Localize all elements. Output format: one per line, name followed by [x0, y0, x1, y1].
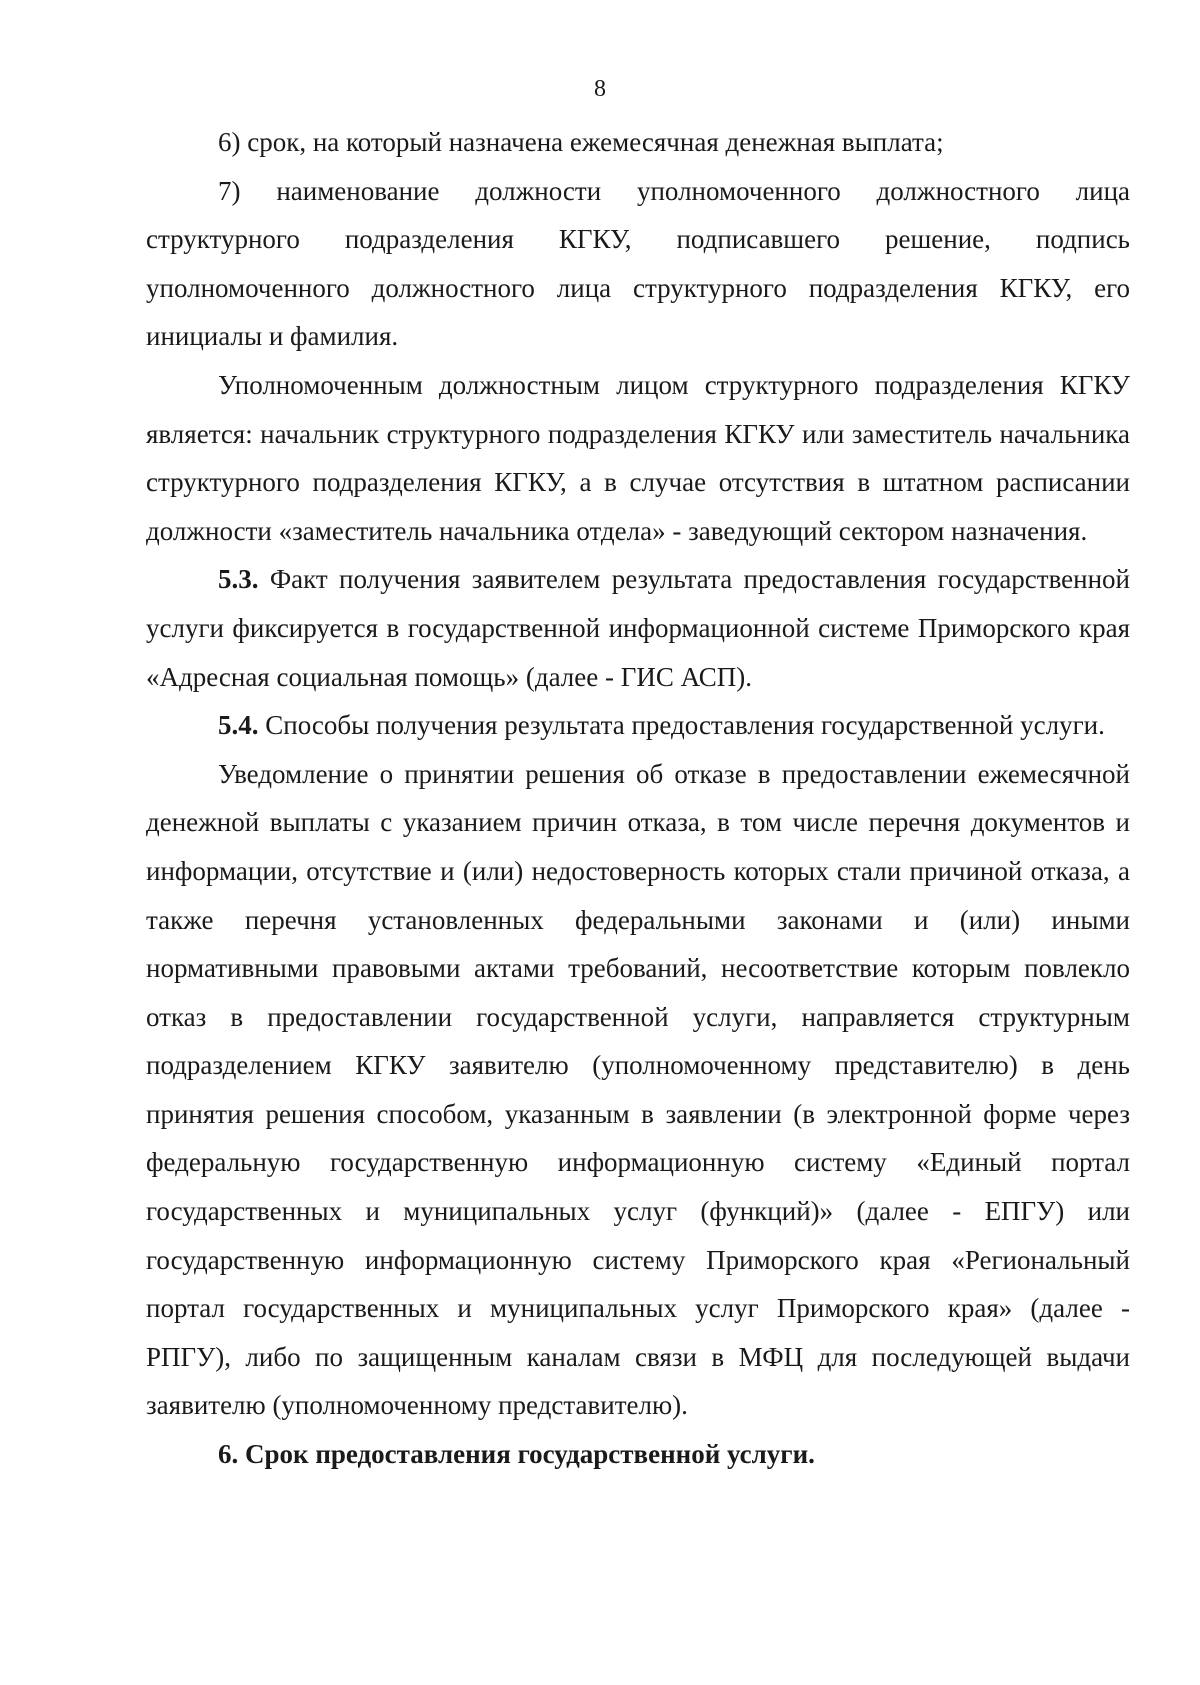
section-number: 5.3. [218, 564, 259, 595]
paragraph-authorized-official [146, 361, 1130, 555]
paragraph-text: Уведомление о принятии решения об отказе в предоставлении ежемесячной денежной выплаты с указанием причин отказа, в том числе перечня документов и информации, отсутствие и (или) недостоверность которых стали причиной отказа, а также перечня установленных федеральными законами и (или) иными нормативными правовыми актами требований, несоответствие которым повлекло отказ в предоставлении государственной услуги, направляется структурным подразделением КГКУ заявителю (уполномоченному представителю) в день принятия решения способом, указанным в заявлении (в электронной форме через федеральную государственную информационную систему «Единый портал государственных и муниципальных услуг (функций)» (далее - ЕПГУ) или государственную информационную систему Приморского края «Региональный портал государственных и муниципальных услуг Приморского края» (далее - РПГУ), либо по защищенным каналам связи в МФЦ для последующей выдачи заявителю (уполномоченному представителю). [146, 758, 1130, 1421]
paragraph-text: 7) наименование должности уполномоченного должностного лица структурного подразделения КГКУ, подписавшего решение, подпись уполномоченного должностного лица структурного подразделения КГКУ, его инициалы и фамилия. [146, 175, 1130, 352]
paragraph-text: 6) срок, на который назначена ежемесячная денежная выплата; [218, 127, 944, 157]
paragraph-notification [146, 750, 1130, 1430]
section-number: 5.4. [218, 710, 259, 741]
page-number: 8 [594, 76, 606, 102]
section-heading-6: 6. Срок предоставления государственной услуги. [218, 1439, 815, 1470]
paragraph-text: Уполномоченным должностным лицом структурного подразделения КГКУ является: начальник структурного подразделения КГКУ или заместитель начальника структурного подразделения КГКУ, а в случае отсутствия в штатном расписании должности «заместитель начальника отдела» - заведующий сектором назначения. [146, 369, 1130, 546]
paragraph-item-7 [146, 167, 1130, 361]
paragraph-5-3 [146, 555, 1130, 701]
document-body [146, 118, 1130, 1479]
paragraph-item-6 [146, 118, 1130, 167]
paragraph-text: Факт получения заявителем результата предоставления государственной услуги фиксируется в государственной информационной системе Приморского края «Адресная социальная помощь» (далее - ГИС АСП). [146, 564, 1131, 692]
paragraph-text: Способы получения результата предоставления государственной услуги. [265, 710, 1105, 741]
paragraph-5-4 [146, 701, 1130, 750]
